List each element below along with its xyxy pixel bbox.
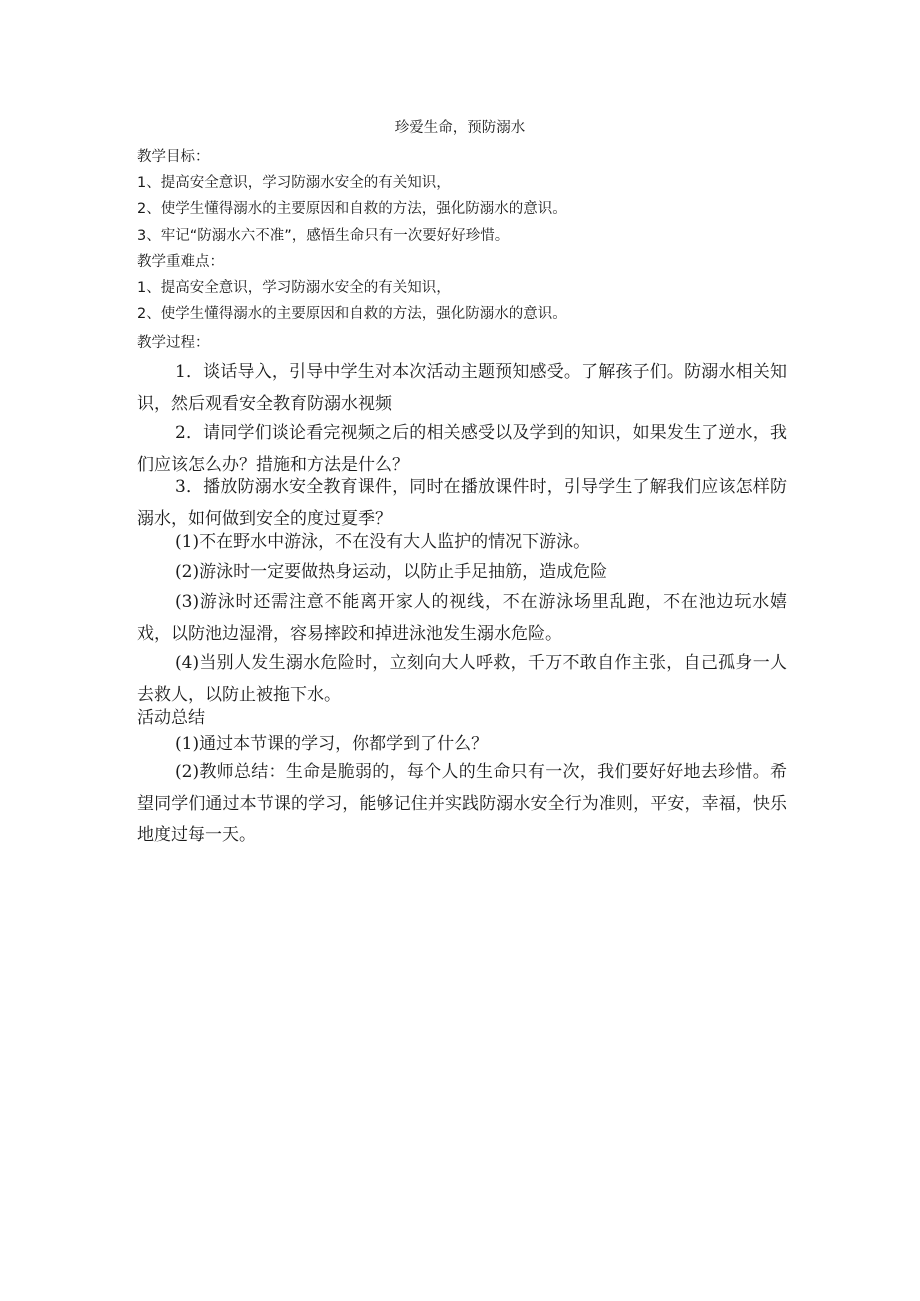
process-heading: 教学过程： <box>137 335 210 351</box>
process-substep: (2)游泳时一定要做热身运动，以防止手足抽筋，造成危险 <box>175 562 608 582</box>
process-substep: (4)当别人发生溺水危险时，立刻向大人呼救，千万不敢自作主张，自己孤身一人去救人，以防止被拖下水。 <box>137 653 787 705</box>
objectives-heading: 教学目标： <box>137 149 210 165</box>
key-points-heading: 教学重难点： <box>137 254 224 270</box>
process-step: 1．谈话导入，引导中学生对本次活动主题预知感受。了解孩子们。防溺水相关知识，然后观看安全教育防溺水视频 <box>137 362 787 414</box>
process-step: 3．播放防溺水安全教育课件，同时在播放课件时，引导学生了解我们应该怎样防溺水，如何做到安全的度过夏季？ <box>137 477 787 529</box>
key-point-item: 1、提高安全意识，学习防溺水安全的有关知识， <box>137 280 451 296</box>
key-point-item: 2、使学生懂得溺水的主要原因和自救的方法，强化防溺水的意识。 <box>137 306 567 322</box>
objective-item: 3、牢记“防溺水六不准”，感悟生命只有一次要好好珍惜。 <box>137 228 510 244</box>
summary-heading: 活动总结 <box>137 708 205 728</box>
objective-item: 1、提高安全意识，学习防溺水安全的有关知识， <box>137 175 451 191</box>
process-substep: (3)游泳时还需注意不能离开家人的视线，不在游泳场里乱跑，不在池边玩水嬉戏，以防池边湿滑，容易摔跤和掉进泳池发生溺水危险。 <box>137 592 787 644</box>
summary-item: (1)通过本节课的学习，你都学到了什么？ <box>175 734 489 754</box>
process-step: 2．请同学们谈论看完视频之后的相关感受以及学到的知识，如果发生了逆水，我们应该怎么办？措施和方法是什么？ <box>137 423 787 475</box>
process-substep: (1)不在野水中游泳，不在没有大人监护的情况下游泳。 <box>175 532 591 552</box>
objective-item: 2、使学生懂得溺水的主要原因和自救的方法，强化防溺水的意识。 <box>137 201 567 217</box>
summary-item: (2)教师总结：生命是脆弱的，每个人的生命只有一次，我们要好好地去珍惜。希望同学们通过本节课的学习，能够记住并实践防溺水安全行为准则，平安，幸福，快乐地度过每一天。 <box>137 762 787 845</box>
document-title: 珍爱生命，预防溺水 <box>394 120 526 136</box>
